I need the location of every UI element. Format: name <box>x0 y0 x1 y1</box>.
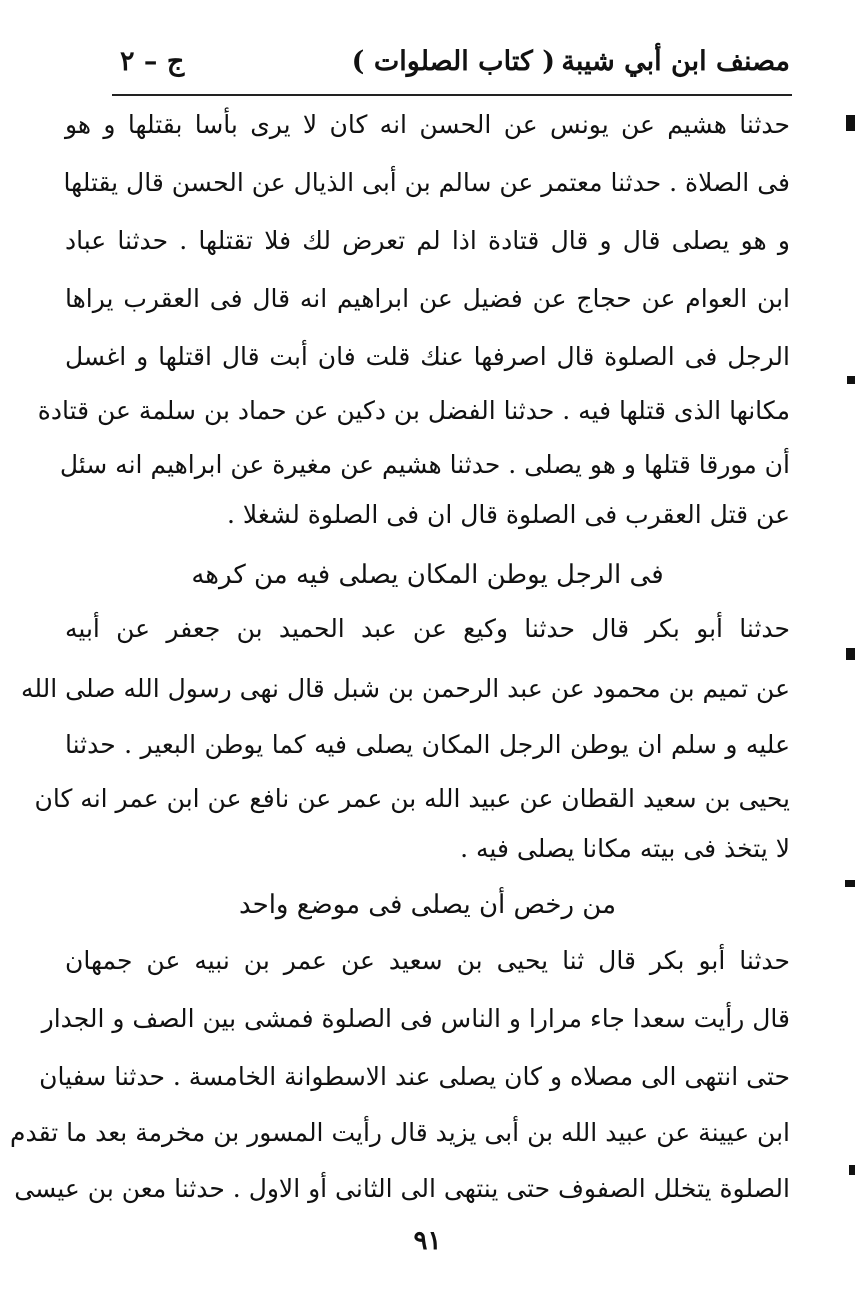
volume-number: ج – ٢ <box>120 46 185 77</box>
text-line: أن مورقا قتلها و هو يصلى . حدثنا هشيم عن مغيرة عن ابراهيم انه سئل <box>59 450 790 479</box>
text-line: عن قتل العقرب فى الصلوة قال ان فى الصلوة لشغلا . <box>227 500 790 529</box>
text-line: فى الصلاة . حدثنا معتمر عن سالم بن أبى الذيال عن الحسن قال يقتلها <box>63 168 790 197</box>
header-rule <box>112 94 792 96</box>
section-heading: فى الرجل يوطن المكان يصلى فيه من كرهه <box>191 560 664 590</box>
section-heading: من رخص أن يصلى فى موضع واحد <box>238 890 617 920</box>
scan-edge-mark <box>845 880 855 887</box>
text-line: مكانها الذى قتلها فيه . حدثنا الفضل بن دكين عن حماد بن سلمة عن قتادة <box>37 396 790 425</box>
text-line: عليه و سلم ان يوطن الرجل المكان يصلى فيه كما يوطن البعير . حدثنا <box>65 730 790 759</box>
text-line: الرجل فى الصلوة قال اصرفها عنك قلت فان أبت قال اقتلها و اغسل <box>65 342 790 371</box>
text-line: حدثنا أبو بكر قال حدثنا وكيع عن عبد الحميد بن جعفر عن أبيه <box>65 614 790 643</box>
text-line: ابن عيينة عن عبيد الله بن أبى يزيد قال رأيت المسور بن مخرمة بعد ما تقدم <box>10 1118 790 1147</box>
text-line: ابن العوام عن حجاج عن فضيل عن ابراهيم انه قال فى العقرب يراها <box>65 284 790 313</box>
scan-edge-mark <box>849 1165 855 1175</box>
text-line: حدثنا هشيم عن يونس عن الحسن انه كان لا يرى بأسا بقتلها و هو <box>65 110 790 139</box>
running-header <box>100 38 790 98</box>
text-line: الصلوة يتخلل الصفوف حتى ينتهى الى الثانى أو الاول . حدثنا معن بن عيسى <box>14 1174 790 1203</box>
page-number: ٩١ <box>413 1226 442 1256</box>
text-line: يحيى بن سعيد القطان عن عبيد الله بن عمر عن نافع عن ابن عمر انه كان <box>34 784 790 813</box>
scan-edge-mark <box>846 115 855 131</box>
book-title: مصنف ابن أبي شيبة <box>561 46 790 77</box>
text-line: و هو يصلى قال و قال قتادة اذا لم تعرض لك فلا تقتلها . حدثنا عباد <box>65 226 790 255</box>
scan-edge-mark <box>847 376 855 384</box>
text-line: لا يتخذ فى بيته مكانا يصلى فيه . <box>460 834 790 863</box>
scan-edge-mark <box>846 648 855 660</box>
text-line: حدثنا أبو بكر قال ثنا يحيى بن سعيد عن عمر بن نبيه عن جمهان <box>65 946 790 975</box>
text-line: عن تميم بن محمود عن عبد الرحمن بن شبل قال نهى رسول الله صلى الله <box>20 674 790 703</box>
text-line: قال رأيت سعدا جاء مرارا و الناس فى الصلوة فمشى بين الصف و الجدار <box>41 1004 790 1033</box>
text-line: حتى انتهى الى مصلاه و كان يصلى عند الاسطوانة الخامسة . حدثنا سفيان <box>39 1062 790 1091</box>
section-title: ( كتاب الصلوات ) <box>351 46 555 77</box>
